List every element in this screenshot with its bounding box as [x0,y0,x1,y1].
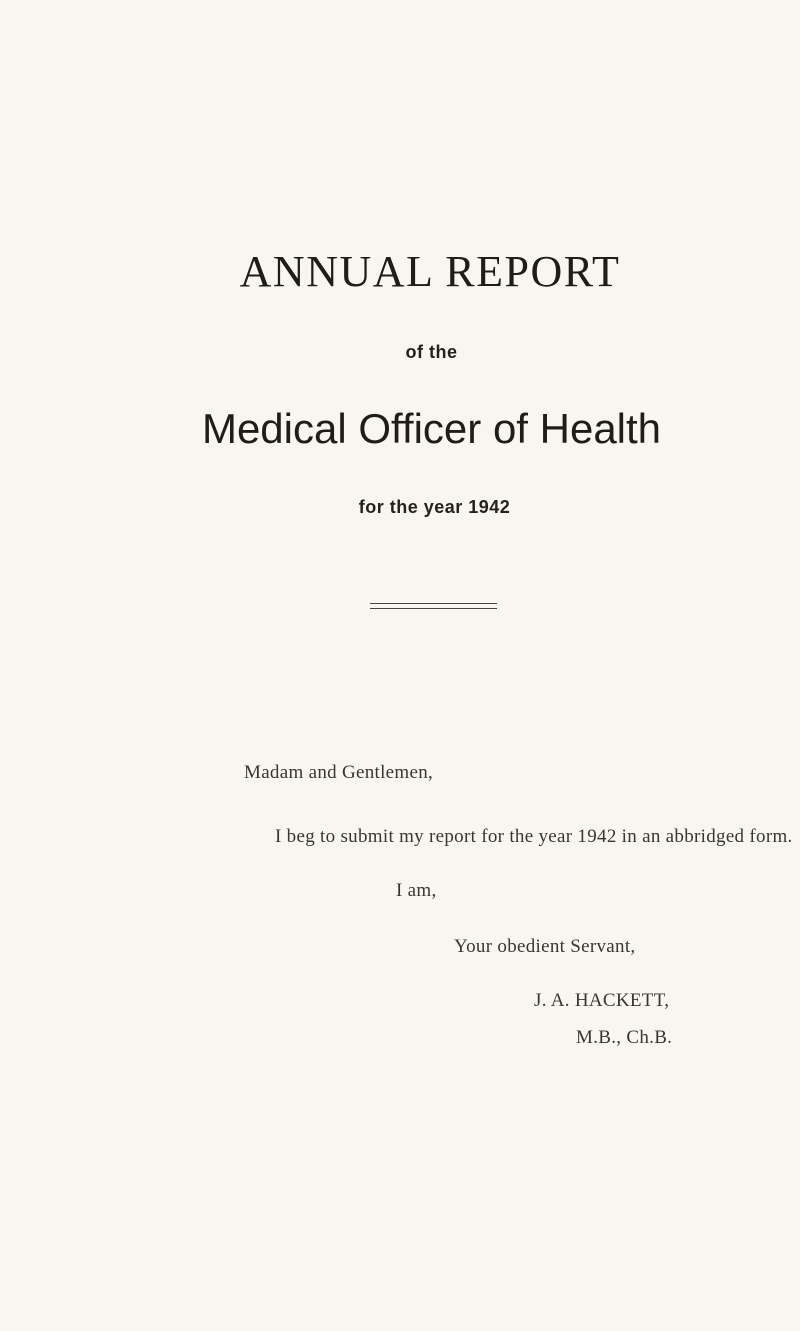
double-rule-divider [370,603,497,609]
signatory-name: J. A. HACKETT, [534,990,670,1011]
letter-salutation: Madam and Gentlemen, [244,762,434,783]
letter-sign-off: Your obedient Servant, [454,936,636,957]
signatory-qualifications: M.B., Ch.B. [576,1027,673,1048]
report-period: for the year 1942 [358,497,511,517]
report-title: ANNUAL REPORT [239,247,621,296]
report-subtitle: Medical Officer of Health [201,405,662,452]
title-connector: of the [405,342,458,362]
letter-closing: I am, [396,880,437,901]
letter-body: I beg to submit my report for the year 1942 in an abbridged form. [275,826,793,847]
